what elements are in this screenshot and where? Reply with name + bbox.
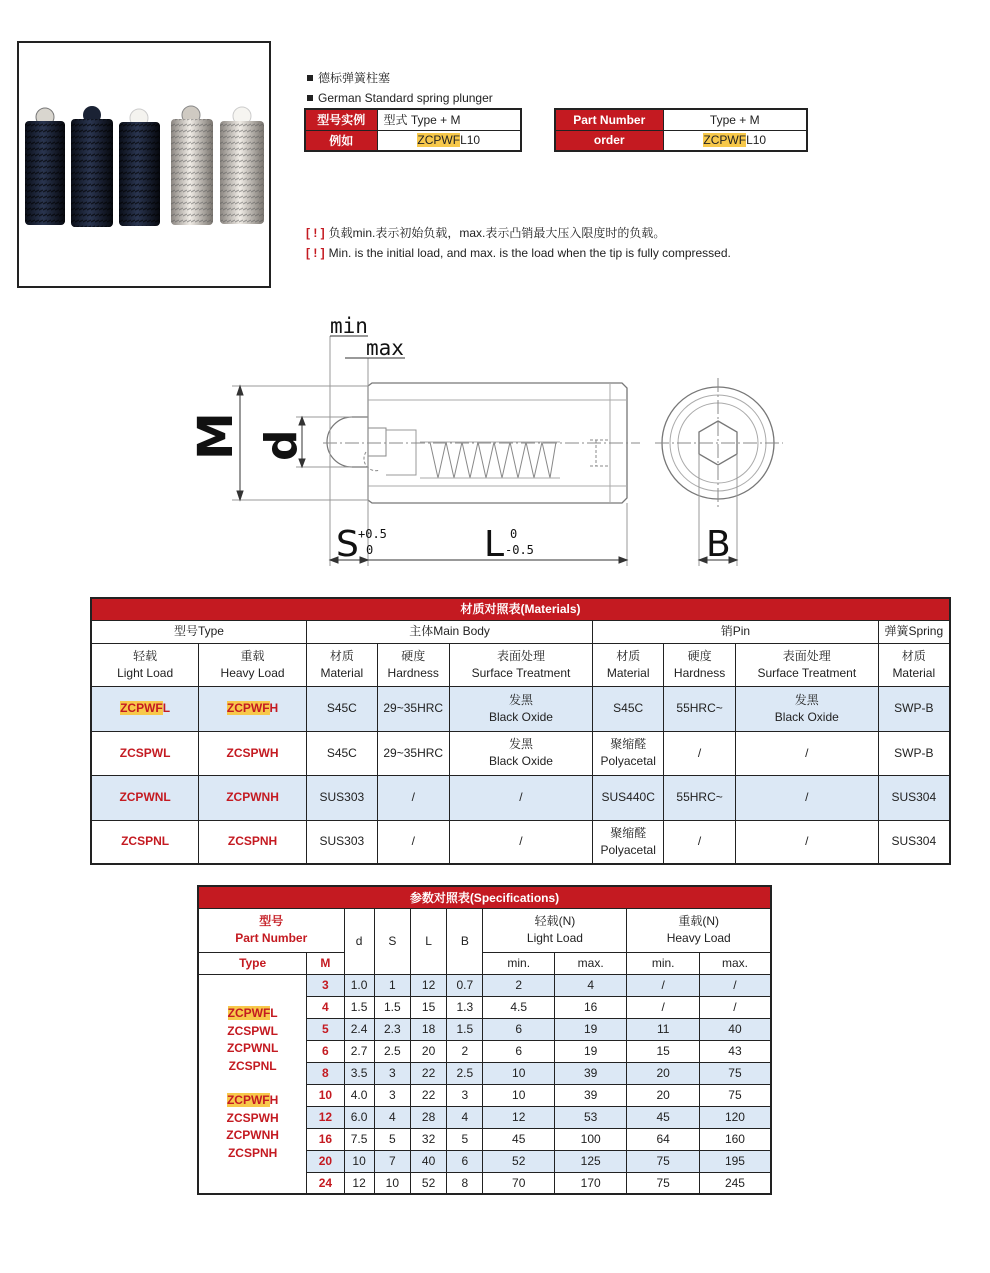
spec-cell: 53 bbox=[554, 1106, 627, 1128]
model-cell: ZCSPWH bbox=[199, 731, 307, 775]
col-body-material: 材质 Material bbox=[306, 643, 377, 686]
material-cell: 发黑 Black Oxide bbox=[449, 731, 593, 775]
spec-cell: 160 bbox=[699, 1128, 771, 1150]
product-photo bbox=[17, 41, 271, 288]
spec-cell: 52 bbox=[483, 1150, 554, 1172]
col-l: L bbox=[410, 908, 446, 974]
spec-cell: 45 bbox=[627, 1106, 700, 1128]
spec-cell: 7 bbox=[374, 1150, 410, 1172]
material-cell: 聚缩醛 Polyacetal bbox=[593, 731, 664, 775]
example-value-cn: ZCPWFL10 bbox=[377, 130, 521, 151]
col-s: S bbox=[374, 908, 410, 974]
spec-cell: 6 bbox=[483, 1040, 554, 1062]
L-tol-lower: -0.5 bbox=[505, 543, 534, 557]
spec-cell: 75 bbox=[627, 1172, 700, 1194]
col-light-load: 轻载 Light Load bbox=[91, 643, 199, 686]
material-cell: SUS440C bbox=[593, 775, 664, 820]
model-cell: ZCPWFH bbox=[199, 686, 307, 731]
spec-cell: 10 bbox=[483, 1084, 554, 1106]
spec-cell: / bbox=[699, 996, 771, 1018]
material-cell: SUS303 bbox=[306, 820, 377, 864]
spec-cell: 15 bbox=[627, 1040, 700, 1062]
model-cell: ZCSPNL bbox=[91, 820, 199, 864]
spec-cell: 15 bbox=[410, 996, 446, 1018]
table-row bbox=[198, 974, 771, 996]
order-value: ZCPWFL10 bbox=[663, 130, 807, 151]
thread-size-cell: 12 bbox=[307, 1106, 344, 1128]
group-type: 型号Type bbox=[91, 620, 306, 643]
specifications-table bbox=[197, 885, 772, 1195]
group-pin: 销Pin bbox=[593, 620, 878, 643]
example-label-cn: 例如 bbox=[305, 130, 377, 151]
spec-cell: 75 bbox=[627, 1150, 700, 1172]
spec-cell: 75 bbox=[699, 1062, 771, 1084]
material-cell: / bbox=[664, 731, 736, 775]
order-value-cn: 型式 Type + M bbox=[377, 109, 521, 130]
spec-cell: 100 bbox=[554, 1128, 627, 1150]
material-cell: S45C bbox=[593, 686, 664, 731]
spec-cell: 2.4 bbox=[344, 1018, 374, 1040]
thread-size-cell: 5 bbox=[307, 1018, 344, 1040]
spec-cell: 1.5 bbox=[344, 996, 374, 1018]
spec-cell: 22 bbox=[410, 1062, 446, 1084]
spec-cell: 5 bbox=[447, 1128, 483, 1150]
order-example-en bbox=[554, 108, 808, 152]
col-light-load: 轻载(N) Light Load bbox=[483, 908, 627, 952]
material-cell: 55HRC~ bbox=[664, 775, 736, 820]
S-tol-upper: +0.5 bbox=[358, 527, 387, 541]
col-b: B bbox=[447, 908, 483, 974]
model-cell: ZCPWNH bbox=[199, 775, 307, 820]
col-heavy-load: 重载(N) Heavy Load bbox=[627, 908, 771, 952]
material-cell: S45C bbox=[306, 686, 377, 731]
spec-cell: 1.5 bbox=[447, 1018, 483, 1040]
material-cell: SWP-B bbox=[878, 731, 950, 775]
order-example-cn bbox=[304, 108, 522, 152]
spec-cell: 4.0 bbox=[344, 1084, 374, 1106]
spec-cell: 170 bbox=[554, 1172, 627, 1194]
material-cell: 发黑 Black Oxide bbox=[449, 686, 593, 731]
material-cell: 聚缩醛 Polyacetal bbox=[593, 820, 664, 864]
spec-cell: 75 bbox=[699, 1084, 771, 1106]
spec-cell: 40 bbox=[410, 1150, 446, 1172]
technical-drawing bbox=[180, 308, 800, 578]
material-cell: SWP-B bbox=[878, 686, 950, 731]
material-cell: 29~35HRC bbox=[377, 686, 449, 731]
model-cell: ZCPWFL bbox=[91, 686, 199, 731]
thread-size-cell: 24 bbox=[307, 1172, 344, 1194]
max-label: max bbox=[366, 336, 404, 360]
spec-cell: 10 bbox=[344, 1150, 374, 1172]
thread-size-cell: 16 bbox=[307, 1128, 344, 1150]
order-label: order bbox=[555, 130, 663, 151]
col-heavy-load: 重载 Heavy Load bbox=[199, 643, 307, 686]
material-cell: 发黑 Black Oxide bbox=[736, 686, 879, 731]
spec-cell: 40 bbox=[699, 1018, 771, 1040]
type-list: ZCPWFL ZCSPWL ZCPWNL ZCSPNL ZCPWFH ZCSPWH ZCPWNH ZCSPNH bbox=[198, 974, 307, 1194]
table-row bbox=[91, 686, 950, 731]
spec-cell: 22 bbox=[410, 1084, 446, 1106]
group-main-body: 主体Main Body bbox=[306, 620, 592, 643]
spec-cell: 64 bbox=[627, 1128, 700, 1150]
thread-size-cell: 6 bbox=[307, 1040, 344, 1062]
material-cell: / bbox=[736, 731, 879, 775]
heavy-max-header: max. bbox=[699, 952, 771, 974]
spec-cell: 12 bbox=[483, 1106, 554, 1128]
spec-cell: 2 bbox=[447, 1040, 483, 1062]
spec-cell: 20 bbox=[627, 1084, 700, 1106]
spec-cell: 3 bbox=[374, 1062, 410, 1084]
spec-cell: 28 bbox=[410, 1106, 446, 1128]
group-spring: 弹簧Spring bbox=[878, 620, 950, 643]
spec-cell: 6.0 bbox=[344, 1106, 374, 1128]
spec-cell: 245 bbox=[699, 1172, 771, 1194]
spec-cell: 12 bbox=[344, 1172, 374, 1194]
col-pin-hardness: 硬度 Hardness bbox=[664, 643, 736, 686]
col-pin-surface: 表面处理 Surface Treatment bbox=[736, 643, 879, 686]
material-cell: / bbox=[449, 820, 593, 864]
spec-cell: 11 bbox=[627, 1018, 700, 1040]
spec-cell: 16 bbox=[554, 996, 627, 1018]
material-cell: / bbox=[736, 820, 879, 864]
spec-cell: / bbox=[627, 974, 700, 996]
spec-cell: 4 bbox=[374, 1106, 410, 1128]
spec-cell: / bbox=[699, 974, 771, 996]
model-cell: ZCPWNL bbox=[91, 775, 199, 820]
spec-cell: 18 bbox=[410, 1018, 446, 1040]
spec-cell: 20 bbox=[410, 1040, 446, 1062]
col-spring-material: 材质 Material bbox=[878, 643, 950, 686]
thread-size-cell: 3 bbox=[307, 974, 344, 996]
model-cell: ZCSPNH bbox=[199, 820, 307, 864]
table-row bbox=[91, 820, 950, 864]
material-cell: / bbox=[664, 820, 736, 864]
spec-cell: 3 bbox=[374, 1084, 410, 1106]
spec-cell: 19 bbox=[554, 1040, 627, 1062]
table-row bbox=[91, 731, 950, 775]
min-label: min bbox=[330, 314, 368, 338]
spec-cell: 52 bbox=[410, 1172, 446, 1194]
spec-cell: 4.5 bbox=[483, 996, 554, 1018]
note-cn: [ ! ] 负载min.表示初始负载，max.表示凸销最大压入限度时的负载。 bbox=[306, 226, 666, 240]
L-tol-upper: 0 bbox=[510, 527, 518, 541]
material-cell: SUS303 bbox=[306, 775, 377, 820]
spec-cell: 6 bbox=[483, 1018, 554, 1040]
spec-cell: 2.5 bbox=[374, 1040, 410, 1062]
spec-cell: 4 bbox=[554, 974, 627, 996]
spec-cell: / bbox=[627, 996, 700, 1018]
S-tol-lower: 0 bbox=[366, 543, 374, 557]
material-cell: / bbox=[736, 775, 879, 820]
spec-cell: 6 bbox=[447, 1150, 483, 1172]
type-header: Type bbox=[198, 952, 307, 974]
part-number-value: Type + M bbox=[663, 109, 807, 130]
title-en: German Standard spring plunger bbox=[307, 91, 493, 105]
spec-cell: 10 bbox=[483, 1062, 554, 1084]
spec-cell: 43 bbox=[699, 1040, 771, 1062]
light-max-header: max. bbox=[554, 952, 627, 974]
M-label: M bbox=[188, 412, 244, 460]
spec-cell: 0.7 bbox=[447, 974, 483, 996]
material-cell: 29~35HRC bbox=[377, 731, 449, 775]
spec-cell: 1.3 bbox=[447, 996, 483, 1018]
material-cell: SUS304 bbox=[878, 820, 950, 864]
spec-cell: 19 bbox=[554, 1018, 627, 1040]
material-cell: SUS304 bbox=[878, 775, 950, 820]
spec-cell: 45 bbox=[483, 1128, 554, 1150]
title-cn: 德标弹簧柱塞 bbox=[307, 69, 390, 86]
col-d: d bbox=[344, 908, 374, 974]
spec-cell: 195 bbox=[699, 1150, 771, 1172]
spec-cell: 125 bbox=[554, 1150, 627, 1172]
model-cell: ZCSPWL bbox=[91, 731, 199, 775]
materials-table bbox=[90, 597, 951, 865]
part-number-label: Part Number bbox=[555, 109, 663, 130]
spec-cell: 120 bbox=[699, 1106, 771, 1128]
spring-plungers-image bbox=[19, 43, 269, 286]
spec-cell: 3.5 bbox=[344, 1062, 374, 1084]
spec-cell: 39 bbox=[554, 1062, 627, 1084]
spec-cell: 2 bbox=[483, 974, 554, 996]
spec-cell: 1.5 bbox=[374, 996, 410, 1018]
spec-cell: 20 bbox=[627, 1062, 700, 1084]
spec-cell: 7.5 bbox=[344, 1128, 374, 1150]
S-label: S bbox=[336, 524, 359, 565]
materials-title: 材质对照表(Materials) bbox=[91, 598, 950, 620]
material-cell: / bbox=[377, 775, 449, 820]
d-label: d bbox=[256, 429, 307, 461]
spec-cell: 12 bbox=[410, 974, 446, 996]
spec-cell: 70 bbox=[483, 1172, 554, 1194]
material-cell: 55HRC~ bbox=[664, 686, 736, 731]
spec-cell: 5 bbox=[374, 1128, 410, 1150]
specifications-title: 参数对照表(Specifications) bbox=[198, 886, 771, 908]
part-number-header: 型号 Part Number bbox=[198, 908, 344, 952]
light-min-header: min. bbox=[483, 952, 554, 974]
thread-size-cell: 10 bbox=[307, 1084, 344, 1106]
col-body-surface: 表面处理 Surface Treatment bbox=[449, 643, 593, 686]
spec-cell: 2.5 bbox=[447, 1062, 483, 1084]
note-en: [ ! ] Min. is the initial load, and max. is the load when the tip is fully compressed. bbox=[306, 246, 731, 260]
spec-cell: 32 bbox=[410, 1128, 446, 1150]
spec-cell: 2.7 bbox=[344, 1040, 374, 1062]
spec-cell: 3 bbox=[447, 1084, 483, 1106]
material-cell: / bbox=[377, 820, 449, 864]
material-cell: S45C bbox=[306, 731, 377, 775]
thread-size-cell: 20 bbox=[307, 1150, 344, 1172]
material-cell: / bbox=[449, 775, 593, 820]
col-pin-material: 材质 Material bbox=[593, 643, 664, 686]
spec-cell: 1.0 bbox=[344, 974, 374, 996]
spec-cell: 39 bbox=[554, 1084, 627, 1106]
spec-cell: 2.3 bbox=[374, 1018, 410, 1040]
thread-size-cell: 8 bbox=[307, 1062, 344, 1084]
B-label: B bbox=[706, 524, 731, 565]
spec-cell: 8 bbox=[447, 1172, 483, 1194]
L-label: L bbox=[484, 524, 505, 565]
m-header: M bbox=[307, 952, 344, 974]
order-label-cn: 型号实例 bbox=[305, 109, 377, 130]
col-body-hardness: 硬度 Hardness bbox=[377, 643, 449, 686]
heavy-min-header: min. bbox=[627, 952, 700, 974]
spec-cell: 1 bbox=[374, 974, 410, 996]
spec-cell: 10 bbox=[374, 1172, 410, 1194]
table-row bbox=[91, 775, 950, 820]
spec-cell: 4 bbox=[447, 1106, 483, 1128]
thread-size-cell: 4 bbox=[307, 996, 344, 1018]
